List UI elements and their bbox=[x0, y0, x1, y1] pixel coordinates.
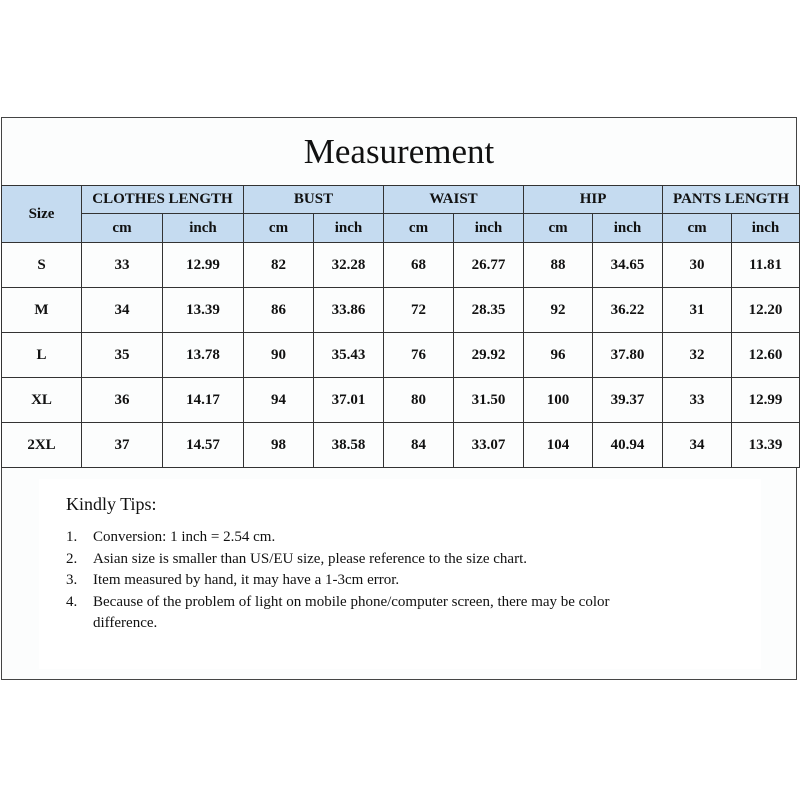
size-chart-frame bbox=[1, 117, 797, 680]
value-cell: 100 bbox=[524, 378, 593, 423]
unit-header: cm bbox=[663, 214, 732, 243]
header-waist: WAIST bbox=[384, 186, 524, 214]
value-cell: 30 bbox=[663, 243, 732, 288]
value-cell: 11.81 bbox=[732, 243, 800, 288]
unit-header: inch bbox=[593, 214, 663, 243]
size-table bbox=[1, 185, 800, 468]
value-cell: 29.92 bbox=[454, 333, 524, 378]
value-cell: 31 bbox=[663, 288, 732, 333]
tip-text: Item measured by hand, it may have a 1-3cm error. bbox=[93, 572, 400, 588]
value-cell: 32.28 bbox=[314, 243, 384, 288]
unit-header: inch bbox=[454, 214, 524, 243]
value-cell: 40.94 bbox=[593, 423, 663, 468]
value-cell: 32 bbox=[663, 333, 732, 378]
tip-item bbox=[66, 549, 673, 571]
tip-number: 1. bbox=[66, 529, 78, 545]
tip-text: Because of the problem of light on mobile phone/computer screen, there may be color difference. bbox=[93, 593, 610, 631]
value-cell: 92 bbox=[524, 288, 593, 333]
tip-number: 3. bbox=[66, 572, 78, 588]
value-cell: 36 bbox=[82, 378, 163, 423]
table-row bbox=[2, 378, 800, 423]
size-cell: M bbox=[2, 288, 82, 333]
size-header: Size bbox=[2, 186, 82, 243]
value-cell: 37.80 bbox=[593, 333, 663, 378]
value-cell: 12.20 bbox=[732, 288, 800, 333]
table-row bbox=[2, 288, 800, 333]
table-row bbox=[2, 423, 800, 468]
tip-item bbox=[66, 570, 673, 592]
value-cell: 37 bbox=[82, 423, 163, 468]
value-cell: 34 bbox=[82, 288, 163, 333]
value-cell: 35 bbox=[82, 333, 163, 378]
unit-header: cm bbox=[82, 214, 163, 243]
value-cell: 104 bbox=[524, 423, 593, 468]
value-cell: 80 bbox=[384, 378, 454, 423]
value-cell: 94 bbox=[244, 378, 314, 423]
value-cell: 31.50 bbox=[454, 378, 524, 423]
unit-header: inch bbox=[163, 214, 244, 243]
value-cell: 76 bbox=[384, 333, 454, 378]
value-cell: 14.17 bbox=[163, 378, 244, 423]
value-cell: 33 bbox=[82, 243, 163, 288]
unit-header-row bbox=[2, 214, 800, 243]
table-row bbox=[2, 333, 800, 378]
value-cell: 12.60 bbox=[732, 333, 800, 378]
tip-item bbox=[66, 527, 673, 549]
tips-panel bbox=[39, 479, 761, 669]
tip-text: Asian size is smaller than US/EU size, please reference to the size chart. bbox=[93, 550, 527, 567]
unit-header: inch bbox=[732, 214, 800, 243]
size-cell: S bbox=[2, 243, 82, 288]
value-cell: 14.57 bbox=[163, 423, 244, 468]
size-cell: L bbox=[2, 333, 82, 378]
value-cell: 13.39 bbox=[732, 423, 800, 468]
value-cell: 34.65 bbox=[593, 243, 663, 288]
header-pants-length: PANTS LENGTH bbox=[663, 186, 800, 214]
header-hip: HIP bbox=[524, 186, 663, 214]
group-header-row bbox=[2, 186, 800, 214]
value-cell: 72 bbox=[384, 288, 454, 333]
value-cell: 96 bbox=[524, 333, 593, 378]
size-cell: 2XL bbox=[2, 423, 82, 468]
tips-title: Kindly Tips: bbox=[66, 494, 157, 514]
size-cell: XL bbox=[2, 378, 82, 423]
table-row bbox=[2, 243, 800, 288]
unit-header: cm bbox=[524, 214, 593, 243]
value-cell: 26.77 bbox=[454, 243, 524, 288]
value-cell: 34 bbox=[663, 423, 732, 468]
value-cell: 28.35 bbox=[454, 288, 524, 333]
value-cell: 13.39 bbox=[163, 288, 244, 333]
unit-header: cm bbox=[384, 214, 454, 243]
value-cell: 38.58 bbox=[314, 423, 384, 468]
value-cell: 39.37 bbox=[593, 378, 663, 423]
value-cell: 82 bbox=[244, 243, 314, 288]
tips-list bbox=[66, 527, 673, 635]
value-cell: 98 bbox=[244, 423, 314, 468]
value-cell: 84 bbox=[384, 423, 454, 468]
value-cell: 90 bbox=[244, 333, 314, 378]
unit-header: inch bbox=[314, 214, 384, 243]
value-cell: 33.07 bbox=[454, 423, 524, 468]
value-cell: 12.99 bbox=[163, 243, 244, 288]
tip-item bbox=[66, 592, 673, 635]
value-cell: 88 bbox=[524, 243, 593, 288]
header-bust: BUST bbox=[244, 186, 384, 214]
value-cell: 68 bbox=[384, 243, 454, 288]
value-cell: 33 bbox=[663, 378, 732, 423]
header-clothes-length: CLOTHES LENGTH bbox=[82, 186, 244, 214]
chart-title: Measurement bbox=[303, 132, 495, 171]
tip-number: 2. bbox=[66, 550, 78, 567]
value-cell: 33.86 bbox=[314, 288, 384, 333]
tip-text: Conversion: 1 inch = 2.54 cm. bbox=[93, 529, 276, 545]
value-cell: 13.78 bbox=[163, 333, 244, 378]
value-cell: 12.99 bbox=[732, 378, 800, 423]
value-cell: 86 bbox=[244, 288, 314, 333]
tip-number: 4. bbox=[66, 593, 78, 610]
value-cell: 35.43 bbox=[314, 333, 384, 378]
value-cell: 36.22 bbox=[593, 288, 663, 333]
unit-header: cm bbox=[244, 214, 314, 243]
value-cell: 37.01 bbox=[314, 378, 384, 423]
